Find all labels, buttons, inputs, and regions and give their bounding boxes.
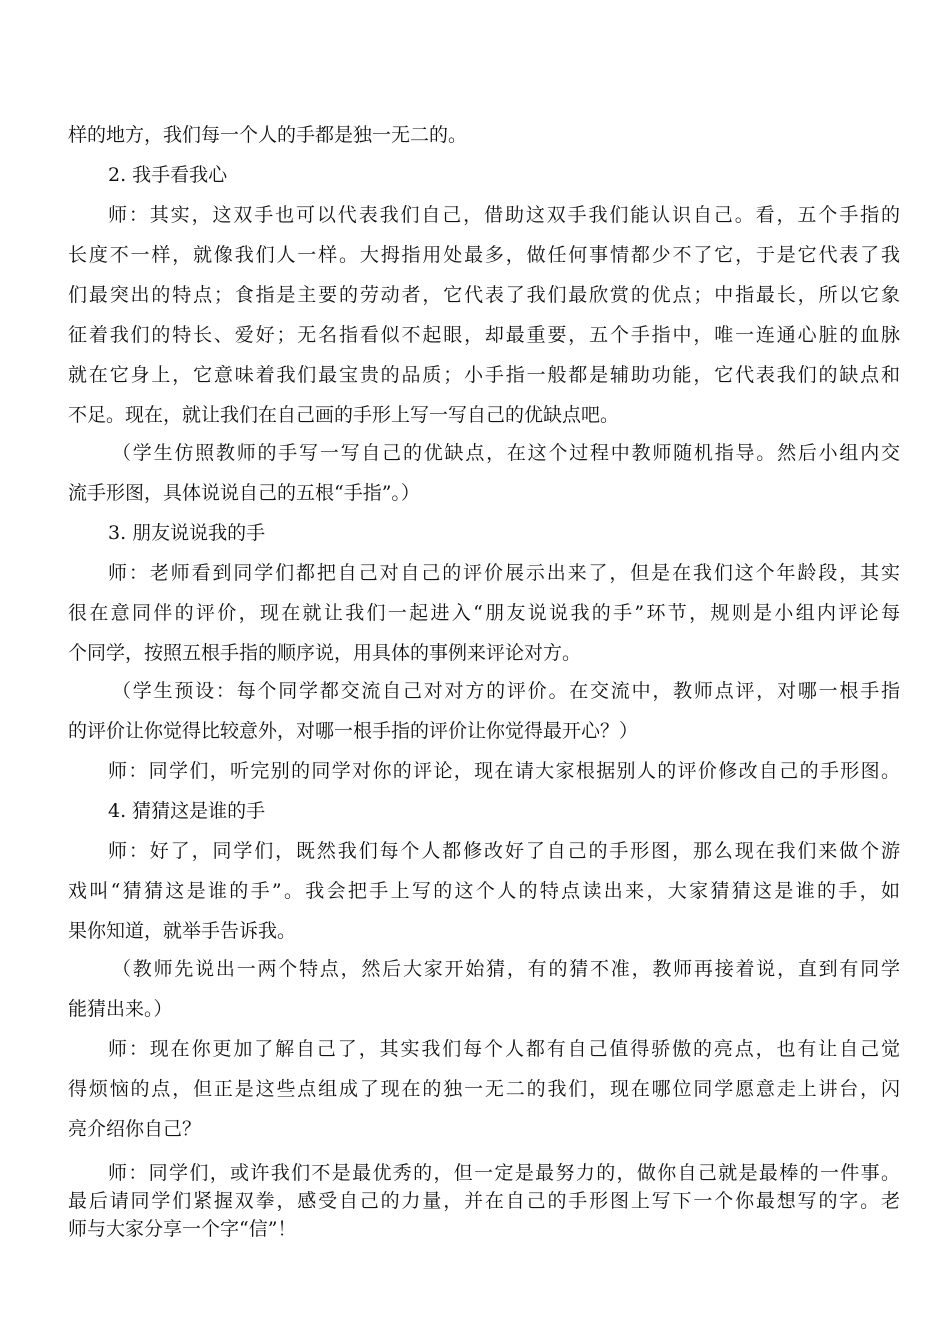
- paragraph-line: 最后请同学们紧握双拳，感受自己的力量，并在自己的手形图上写下一个你最想写的字。老: [68, 1190, 900, 1212]
- section-heading-4: 4. 猜猜这是谁的手: [108, 800, 266, 822]
- paragraph-line: 长度不一样，就像我们人一样。大拇指用处最多，做任何事情都少不了它，于是它代表了我: [68, 244, 900, 266]
- paragraph-line: （学生预设：每个同学都交流自己对对方的评价。在交流中，教师点评，对哪一根手指: [112, 680, 900, 702]
- paragraph-line: 师与大家分享一个字“信”！: [68, 1218, 297, 1240]
- paragraph-line: （教师先说出一两个特点，然后大家开始猜，有的猜不准，教师再接着说，直到有同学: [112, 958, 900, 980]
- paragraph-line: 流手形图，具体说说自己的五根“手指”。）: [68, 482, 420, 504]
- paragraph-line: 征着我们的特长、爱好；无名指看似不起眼，却最重要，五个手指中，唯一连通心脏的血脉: [68, 324, 900, 346]
- paragraph-line: 很在意同伴的评价，现在就让我们一起进入“朋友说说我的手”环节，规则是小组内评论每: [68, 602, 900, 624]
- paragraph-line: 样的地方，我们每一个人的手都是独一无二的。: [68, 124, 468, 146]
- paragraph-line: 不足。现在，就让我们在自己画的手形上写一写自己的优缺点吧。: [68, 404, 620, 426]
- paragraph-line: 师：老师看到同学们都把自己对自己的评价展示出来了，但是在我们这个年龄段，其实: [108, 562, 900, 584]
- paragraph-line: 能猜出来。）: [68, 998, 173, 1020]
- paragraph-line: 的评价让你觉得比较意外，对哪一根手指的评价让你觉得最开心？）: [68, 720, 639, 742]
- paragraph-line: 亮介绍你自己？: [68, 1118, 202, 1140]
- paragraph-line: 们最突出的特点；食指是主要的劳动者，它代表了我们最欣赏的优点；中指最长，所以它象: [68, 284, 900, 306]
- paragraph-line: 戏叫“猜猜这是谁的手”。我会把手上写的这个人的特点读出来，大家猜猜这是谁的手，如: [68, 880, 900, 902]
- paragraph-line: 个同学，按照五根手指的顺序说，用具体的事例来评论对方。: [68, 642, 582, 664]
- section-heading-3: 3. 朋友说说我的手: [108, 522, 266, 544]
- paragraph-line: （学生仿照教师的手写一写自己的优缺点，在这个过程中教师随机指导。然后小组内交: [112, 442, 900, 464]
- paragraph-line: 师：好了，同学们，既然我们每个人都修改好了自己的手形图，那么现在我们来做个游: [108, 840, 900, 862]
- paragraph-line: 师：其实，这双手也可以代表我们自己，借助这双手我们能认识自己。看，五个手指的: [108, 204, 900, 226]
- paragraph-line: 就在它身上，它意味着我们最宝贵的品质；小手指一般都是辅助功能，它代表我们的缺点和: [68, 364, 900, 386]
- paragraph-line: 师：同学们，听完别的同学对你的评论，现在请大家根据别人的评价修改自己的手形图。: [108, 760, 900, 782]
- paragraph-line: 师：现在你更加了解自己了，其实我们每个人都有自己值得骄傲的亮点，也有让自己觉: [108, 1038, 900, 1060]
- paragraph-line: 师：同学们，或许我们不是最优秀的，但一定是最努力的，做你自己就是最棒的一件事。: [108, 1162, 900, 1184]
- paragraph-line: 得烦恼的点，但正是这些点组成了现在的独一无二的我们，现在哪位同学愿意走上讲台，闪: [68, 1078, 900, 1100]
- section-heading-2: 2. 我手看我心: [108, 164, 228, 186]
- paragraph-line: 果你知道，就举手告诉我。: [68, 920, 297, 942]
